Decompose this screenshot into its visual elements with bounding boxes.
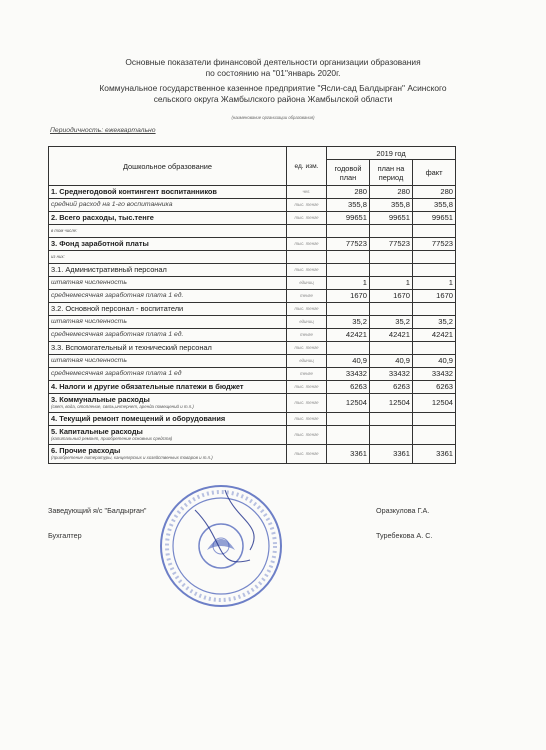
row-label (49, 355, 287, 368)
table-row (49, 355, 456, 368)
row-label-text: из них: (51, 254, 65, 259)
row-label (49, 368, 287, 381)
row-value-plan: 1670 (327, 290, 370, 303)
row-label (49, 316, 287, 329)
row-value-period: 280 (370, 186, 413, 199)
organization-name (0, 83, 546, 104)
row-unit: единиц (287, 316, 327, 329)
row-unit: тенге (287, 329, 327, 342)
row-value-period (370, 413, 413, 426)
row-value-fact (413, 251, 456, 264)
row-label-text: штатная численность (51, 357, 127, 364)
head-title: Заведующий я/с "Балдырған" (48, 506, 147, 515)
row-unit: тыс. тенге (287, 199, 327, 212)
table-row (49, 277, 456, 290)
row-label-text: 3.1. Административный персонал (51, 265, 167, 274)
row-label (49, 394, 287, 413)
head-name: Оразкулова Г.А. (376, 506, 430, 515)
row-value-period: 3361 (370, 445, 413, 464)
row-label-text: в том числе: (51, 228, 78, 233)
table-row (49, 394, 456, 413)
row-value-fact: 33432 (413, 368, 456, 381)
row-unit: тыс. тенге (287, 445, 327, 464)
row-label (49, 225, 287, 238)
row-label-text: 5. Капитальные расходы (51, 427, 143, 436)
column-header-fact: факт (413, 160, 456, 186)
row-label-text: 2. Всего расходы, тыс.тенге (51, 213, 154, 222)
row-label-text: среднемесячная заработная плата 1 ед (51, 370, 182, 377)
row-value-fact (413, 225, 456, 238)
row-value-fact: 99651 (413, 212, 456, 225)
column-header-year: 2019 год (327, 147, 456, 160)
table-row (49, 199, 456, 212)
row-value-plan: 6263 (327, 381, 370, 394)
row-value-fact: 35,2 (413, 316, 456, 329)
table-row (49, 413, 456, 426)
row-value-plan: 3361 (327, 445, 370, 464)
row-value-plan: 355,8 (327, 199, 370, 212)
row-label-text: 1. Среднегодовой контингент воспитанников (51, 187, 217, 196)
row-label (49, 329, 287, 342)
row-label (49, 251, 287, 264)
row-label (49, 303, 287, 316)
row-value-period: 1670 (370, 290, 413, 303)
row-value-plan (327, 251, 370, 264)
table-row (49, 290, 456, 303)
row-label (49, 238, 287, 251)
row-value-period: 35,2 (370, 316, 413, 329)
row-value-fact: 280 (413, 186, 456, 199)
row-label (49, 199, 287, 212)
table-row (49, 303, 456, 316)
row-unit: чел. (287, 186, 327, 199)
row-label (49, 342, 287, 355)
row-value-fact (413, 303, 456, 316)
row-label (49, 186, 287, 199)
row-label (49, 413, 287, 426)
table-row (49, 238, 456, 251)
financial-table (48, 146, 456, 464)
table-row (49, 264, 456, 277)
accountant-name: Туребекова А. С. (376, 531, 433, 540)
row-label (49, 290, 287, 303)
row-label-text: 3.3. Вспомогательный и технический персонал (51, 343, 212, 352)
periodicity-label: Периодичность: ежеквартально (50, 127, 156, 134)
report-title (0, 57, 546, 78)
row-value-fact: 12504 (413, 394, 456, 413)
row-unit: тыс. тенге (287, 342, 327, 355)
accountant-title: Бухгалтер (48, 531, 82, 540)
column-header-plan: годовой план (327, 160, 370, 186)
table-row (49, 251, 456, 264)
row-label-text: среднемесячная заработная плата 1 ед. (51, 292, 184, 299)
row-value-fact (413, 413, 456, 426)
row-unit: тыс. тенге (287, 394, 327, 413)
row-label (49, 426, 287, 445)
row-label-text: средний расход на 1-го воспитанника (51, 201, 173, 208)
row-unit (287, 251, 327, 264)
row-unit: тыс. тенге (287, 426, 327, 445)
row-value-plan: 99651 (327, 212, 370, 225)
row-value-fact (413, 342, 456, 355)
row-value-period: 77523 (370, 238, 413, 251)
title-line-2: по состоянию на "01"январь 2020г. (205, 67, 341, 78)
row-value-period: 1 (370, 277, 413, 290)
official-stamp (155, 480, 290, 615)
column-header-unit: ед. изм. (287, 147, 327, 186)
row-value-plan: 77523 (327, 238, 370, 251)
row-value-period (370, 303, 413, 316)
row-value-period: 355,8 (370, 199, 413, 212)
row-unit: тыс. тенге (287, 303, 327, 316)
row-value-period: 42421 (370, 329, 413, 342)
row-unit: тыс. тенге (287, 381, 327, 394)
row-label-text: штатная численность (51, 279, 127, 286)
column-header-category: Дошкольное образование (49, 147, 287, 186)
row-value-plan (327, 225, 370, 238)
row-value-period (370, 426, 413, 445)
row-value-period (370, 225, 413, 238)
row-value-plan (327, 426, 370, 445)
row-unit: тыс. тенге (287, 264, 327, 277)
row-value-period: 33432 (370, 368, 413, 381)
row-label-text: 3. Фонд заработной платы (51, 239, 149, 248)
row-unit: тенге (287, 290, 327, 303)
table-row (49, 329, 456, 342)
row-sublabel: (свет, вода, отопление, связь,интернет, аренда помещений и т.п.) (51, 404, 194, 409)
row-label-text: 4. Текущий ремонт помещений и оборудования (51, 414, 226, 423)
row-label (49, 445, 287, 464)
row-value-fact: 3361 (413, 445, 456, 464)
row-unit: тыс. тенге (287, 238, 327, 251)
row-unit: тыс. тенге (287, 212, 327, 225)
row-label (49, 381, 287, 394)
table-row (49, 186, 456, 199)
row-value-fact: 355,8 (413, 199, 456, 212)
row-value-fact: 6263 (413, 381, 456, 394)
row-label (49, 212, 287, 225)
row-label-text: 6. Прочие расходы (51, 446, 121, 455)
row-value-period (370, 342, 413, 355)
table-row (49, 368, 456, 381)
row-value-period (370, 264, 413, 277)
row-value-plan (327, 342, 370, 355)
row-unit (287, 225, 327, 238)
row-value-plan: 42421 (327, 329, 370, 342)
row-value-plan (327, 264, 370, 277)
org-line-1: Коммунальное государственное казенное предприятие "Ясли-сад Балдырған" Асинского (99, 83, 447, 93)
row-label (49, 264, 287, 277)
row-value-plan: 12504 (327, 394, 370, 413)
row-value-plan: 280 (327, 186, 370, 199)
row-value-plan: 1 (327, 277, 370, 290)
table-row (49, 426, 456, 445)
row-label-text: штатная численность (51, 318, 127, 325)
row-value-period: 40,9 (370, 355, 413, 368)
org-note: (наименование организации образования) (231, 115, 315, 120)
table-row (49, 381, 456, 394)
title-line-1: Основные показатели финансовой деятельности организации образования (125, 57, 421, 67)
table-row (49, 212, 456, 225)
row-sublabel: (капитальный ремонт, приобретение основных средств) (51, 436, 173, 441)
row-value-plan (327, 413, 370, 426)
row-label-text: 3.2. Основной персонал - воспитатели (51, 304, 184, 313)
row-value-plan (327, 303, 370, 316)
row-unit: тенге (287, 368, 327, 381)
row-value-period: 12504 (370, 394, 413, 413)
row-value-fact (413, 426, 456, 445)
row-unit: тыс. тенге (287, 413, 327, 426)
column-header-period: план на период (370, 160, 413, 186)
row-unit: единиц (287, 277, 327, 290)
table-row (49, 342, 456, 355)
row-label-text: 3. Коммунальные расходы (51, 395, 150, 404)
row-sublabel: (приобретение литературы, канцелярских и хозяйственных товаров и т.п.) (51, 455, 213, 460)
row-value-fact (413, 264, 456, 277)
row-label-text: 4. Налоги и другие обязательные платежи в бюджет (51, 382, 244, 391)
row-value-period: 6263 (370, 381, 413, 394)
row-value-fact: 40,9 (413, 355, 456, 368)
table-row (49, 445, 456, 464)
table-row (49, 316, 456, 329)
row-value-fact: 1670 (413, 290, 456, 303)
row-label-text: среднемесячная заработная плата 1 ед. (51, 331, 184, 338)
row-unit: единиц (287, 355, 327, 368)
row-value-plan: 40,9 (327, 355, 370, 368)
row-value-fact: 77523 (413, 238, 456, 251)
row-value-fact: 42421 (413, 329, 456, 342)
row-value-plan: 35,2 (327, 316, 370, 329)
row-value-period: 99651 (370, 212, 413, 225)
row-value-fact: 1 (413, 277, 456, 290)
row-value-plan: 33432 (327, 368, 370, 381)
row-label (49, 277, 287, 290)
row-value-period (370, 251, 413, 264)
org-line-2: сельского округа Жамбылского района Жамбылской области (153, 93, 393, 104)
table-row (49, 225, 456, 238)
